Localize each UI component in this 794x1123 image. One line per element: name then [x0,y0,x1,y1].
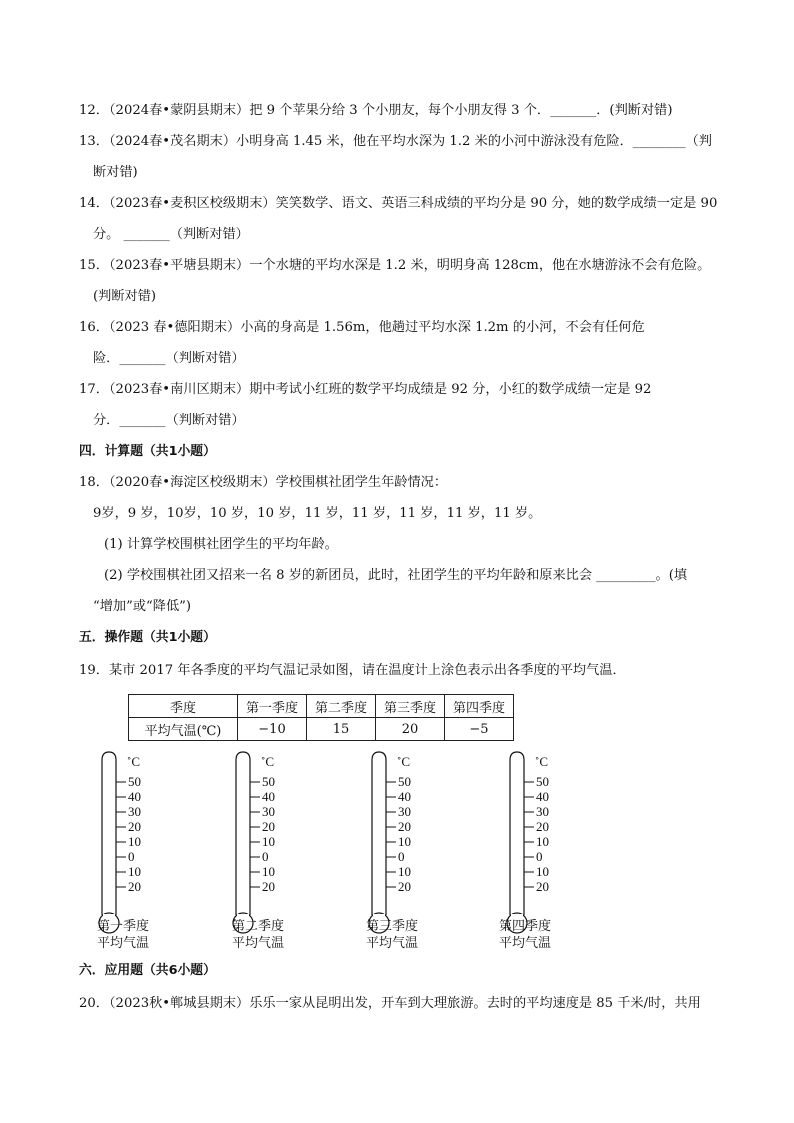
table-row [129,718,514,741]
question-18-part-2-cont: “增加”或“降低”) [93,599,192,614]
question-17: 17．（2023春•南川区期末）期中考试小红班的数学平均成绩是 92 分，小红的数学成绩一定是 92 [79,382,652,397]
caption-line: 平均气温 [231,936,284,951]
tick-label: 50 [128,774,141,789]
thermometer-caption-2 [208,918,308,952]
tick-label: 10 [536,864,549,879]
table-cell: −10 [238,718,307,741]
question-14: 14．（2023春•麦积区校级期末）笑笑数学、语文、英语三科成绩的平均分是 90 分，她的数学成绩一定是 90 [79,196,718,211]
thermometer-caption-1 [73,918,173,952]
tick-label: 10 [536,834,549,849]
question-18: 18．（2020春•海淀区校级期末）学校围棋社团学生年龄情况： [79,475,448,490]
tick-label: 20 [262,819,275,834]
thermometer-caption-4 [475,918,575,952]
question-15: 15．（2023春•平塘县期末）一个水塘的平均水深是 1.2 米，明明身高 128cm，他在水塘游泳不会有危险。 [79,258,711,273]
tick-marks [250,782,260,887]
question-18-ages: 9岁，9 岁，10岁，10 岁，10 岁，11 岁，11 岁，11 岁，11 岁，11 岁。 [93,506,542,521]
table-header-cell: 第三季度 [376,695,445,718]
tick-label: 20 [398,879,411,894]
question-13: 13．（2024春•茂名期末）小明身高 1.45 米，他在平均水深为 1.2 米的小河中游泳没有危险．________（判 [79,134,712,149]
table-cell: 20 [376,718,445,741]
section-heading-6: 六．应用题（共6小题） [79,963,216,978]
tick-label: 20 [398,819,411,834]
question-18-part-2: (2) 学校围棋社团又招来一名 8 岁的新团员，此时，社团学生的平均年龄和原来比会 _________。(填 [104,568,688,583]
caption-line: 平均气温 [365,936,418,951]
temperature-table [128,694,514,741]
tick-label: 30 [128,804,141,819]
question-18-part-1: (1) 计算学校围棋社团学生的平均年龄。 [104,537,338,552]
thermometer-caption-3 [342,918,442,952]
table-cell: 15 [307,718,376,741]
section-heading-4: 四．计算题（共1小题） [79,444,216,459]
question-13-cont: 断对错) [93,165,138,180]
tick-label: 10 [128,834,141,849]
caption-line: 第四季度 [498,919,551,934]
table-header-cell: 第四季度 [445,695,514,718]
tick-label: 30 [536,804,549,819]
question-17-cont: 分．_______（判断对错） [93,413,245,428]
tick-label: 10 [128,864,141,879]
tick-label: 0 [262,849,269,864]
caption-line: 平均气温 [498,936,551,951]
tick-label: 0 [536,849,543,864]
tick-label: 40 [398,789,411,804]
caption-line: 第三季度 [365,919,418,934]
tick-label: 20 [128,819,141,834]
caption-line: 第二季度 [231,919,284,934]
tick-label: 10 [398,834,411,849]
tick-label: 50 [536,774,549,789]
table-row-label: 平均气温(℃) [129,718,238,741]
tick-label: 20 [536,879,549,894]
tick-label: 40 [128,789,141,804]
tick-label: 20 [128,879,141,894]
section-heading-5: 五．操作题（共1小题） [79,630,216,645]
tick-label: 30 [262,804,275,819]
question-16: 16．（2023 春•德阳期末）小高的身高是 1.56m，他趟过平均水深 1.2m 的小河，不会有任何危 [79,320,645,335]
caption-line: 平均气温 [96,936,149,951]
question-16-cont: 险．_______（判断对错） [93,351,245,366]
question-12: 12．（2024春•蒙阴县期末）把 9 个苹果分给 3 个小朋友，每个小朋友得 3 个．_______．(判断对错) [79,103,673,118]
table-header-cell: 第一季度 [238,695,307,718]
tick-label: 0 [128,849,135,864]
unit-label: ˚C [127,754,140,769]
table-header-cell: 季度 [129,695,238,718]
tick-label: 20 [262,879,275,894]
caption-line: 第一季度 [96,919,149,934]
unit-label: ˚C [535,754,548,769]
question-15-cont: (判断对错) [93,289,157,304]
tick-label: 40 [262,789,275,804]
unit-label: ˚C [261,754,274,769]
question-14-cont: 分。 _______（判断对错） [93,227,249,242]
question-19: 19．某市 2017 年各季度的平均气温记录如图，请在温度计上涂色表示出各季度的平均气温． [79,663,626,678]
tick-label: 0 [398,849,405,864]
tick-marks [524,782,534,887]
table-row [129,695,514,718]
tick-label: 20 [536,819,549,834]
tick-label: 10 [262,864,275,879]
tick-label: 50 [398,774,411,789]
unit-label: ˚C [397,754,410,769]
tick-label: 50 [262,774,275,789]
tick-label: 30 [398,804,411,819]
question-20: 20．（2023秋•郸城县期末）乐乐一家从昆明出发，开车到大理旅游。去时的平均速度是 85 千米/时，共用 [79,996,701,1011]
table-cell: −5 [445,718,514,741]
tick-marks [116,782,126,887]
tick-label: 10 [262,834,275,849]
tick-label: 40 [536,789,549,804]
tick-label: 10 [398,864,411,879]
tick-marks [386,782,396,887]
table-header-cell: 第二季度 [307,695,376,718]
